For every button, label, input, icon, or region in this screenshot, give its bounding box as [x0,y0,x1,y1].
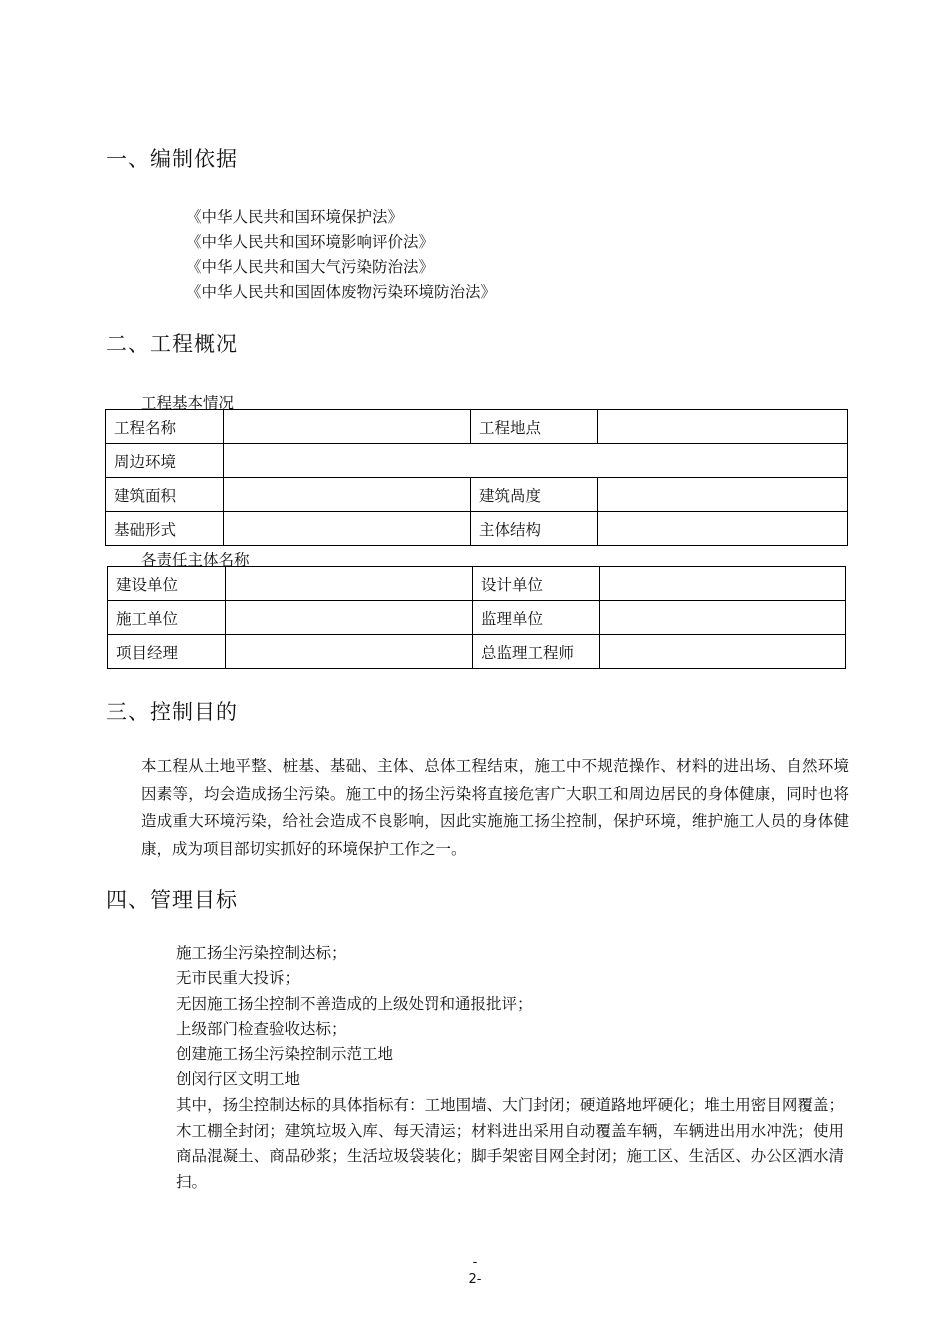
table-cell-label: 工程名称 [106,410,224,444]
reference-item: 《中华人民共和国环境保护法》 [186,208,404,226]
table-cell-label: 建设单位 [108,567,226,601]
table-cell-label: 施工单位 [108,601,226,635]
table-cell-value [224,478,471,512]
table-cell-value [226,601,473,635]
table-row [108,635,846,669]
section-title-1: 一、编制依据 [106,147,238,171]
table-row [106,478,848,512]
table-cell-label: 建筑面积 [106,478,224,512]
reference-item: 《中华人民共和国环境影响评价法》 [186,233,435,251]
table-cell-value [598,478,848,512]
table-cell-value [226,635,473,669]
table-row [106,410,848,444]
table-cell-label: 项目经理 [108,635,226,669]
reference-item: 《中华人民共和国大气污染防治法》 [186,258,435,276]
table-caption-basic-info: 工程基本情况 [141,394,235,412]
table-cell-label: 总监理工程师 [473,635,600,669]
table-cell-value [600,635,846,669]
table-row [108,567,846,601]
table-row [108,601,846,635]
table-cell-value [226,567,473,601]
table-row [106,444,848,478]
footer-dash: - [472,1255,478,1270]
list-item: 施工扬尘污染控制达标； [176,944,347,962]
list-item: 创建施工扬尘污染控制示范工地 [176,1045,394,1064]
responsible-parties-table [107,566,846,669]
table-cell-value [598,410,848,444]
list-item: 无因施工扬尘控制不善造成的上级处罚和通报批评； [176,994,533,1013]
dust-control-detail: 其中，扬尘控制达标的具体指标有：工地围墙、大门封闭；硬道路地坪硬化；堆土用密目网覆盖；木工棚全封闭；建筑垃圾入库、每天清运；材料进出采用自动覆盖车辆，车辆进出用水冲洗；使用商品混凝土、商品砂浆；生活垃圾袋装化；脚手架密目网全封闭；施工区、生活区、办公区洒水清扫。 [176,1095,844,1192]
table-cell-value [598,512,848,546]
reference-item: 《中华人民共和国固体废物污染环境防治法》 [186,283,497,301]
section-title-4: 四、管理目标 [106,888,238,912]
table-cell-label: 建筑咼度 [471,478,598,512]
table-cell-label: 周边环境 [106,444,224,478]
table-cell-label: 监理单位 [473,601,600,635]
table-cell-value [600,567,846,601]
table-cell-value [224,444,848,478]
list-item: 无市民重大投诉； [176,969,301,988]
page-number: 2- [468,1272,482,1287]
table-caption-responsible-parties: 各责任主体名称 [141,551,250,569]
table-cell-value [224,410,471,444]
management-goals-list [176,941,844,1196]
table-cell-label: 工程地点 [471,410,598,444]
control-purpose-paragraph: 本工程从土地平整、桩基、基础、主体、总体工程结束，施工中不规范操作、材料的进出场、自然环境因素等，均会造成扬尘污染。施工中的扬尘污染将直接危害广大职工和周边居民的身体健康，同时也将造成重大环境污染，给社会造成不良影响，因此实施施工扬尘控制，保护环境，维护施工人员的身体健康，成为项目部切实抓好的环境保护工作之一。 [141,757,849,858]
list-item: 创闵行区文明工地 [176,1070,301,1089]
section-title-3: 三、控制目的 [106,700,238,724]
table-cell-value [600,601,846,635]
table-row [106,512,848,546]
table-cell-label: 基础形式 [106,512,224,546]
table-cell-label: 主体结构 [471,512,598,546]
table-cell-value [224,512,471,546]
basic-info-table [105,409,848,546]
list-item: 上级部门检查验收达标； [176,1019,347,1038]
table-cell-label: 设计单位 [473,567,600,601]
section-title-2: 二、工程概况 [106,332,238,356]
